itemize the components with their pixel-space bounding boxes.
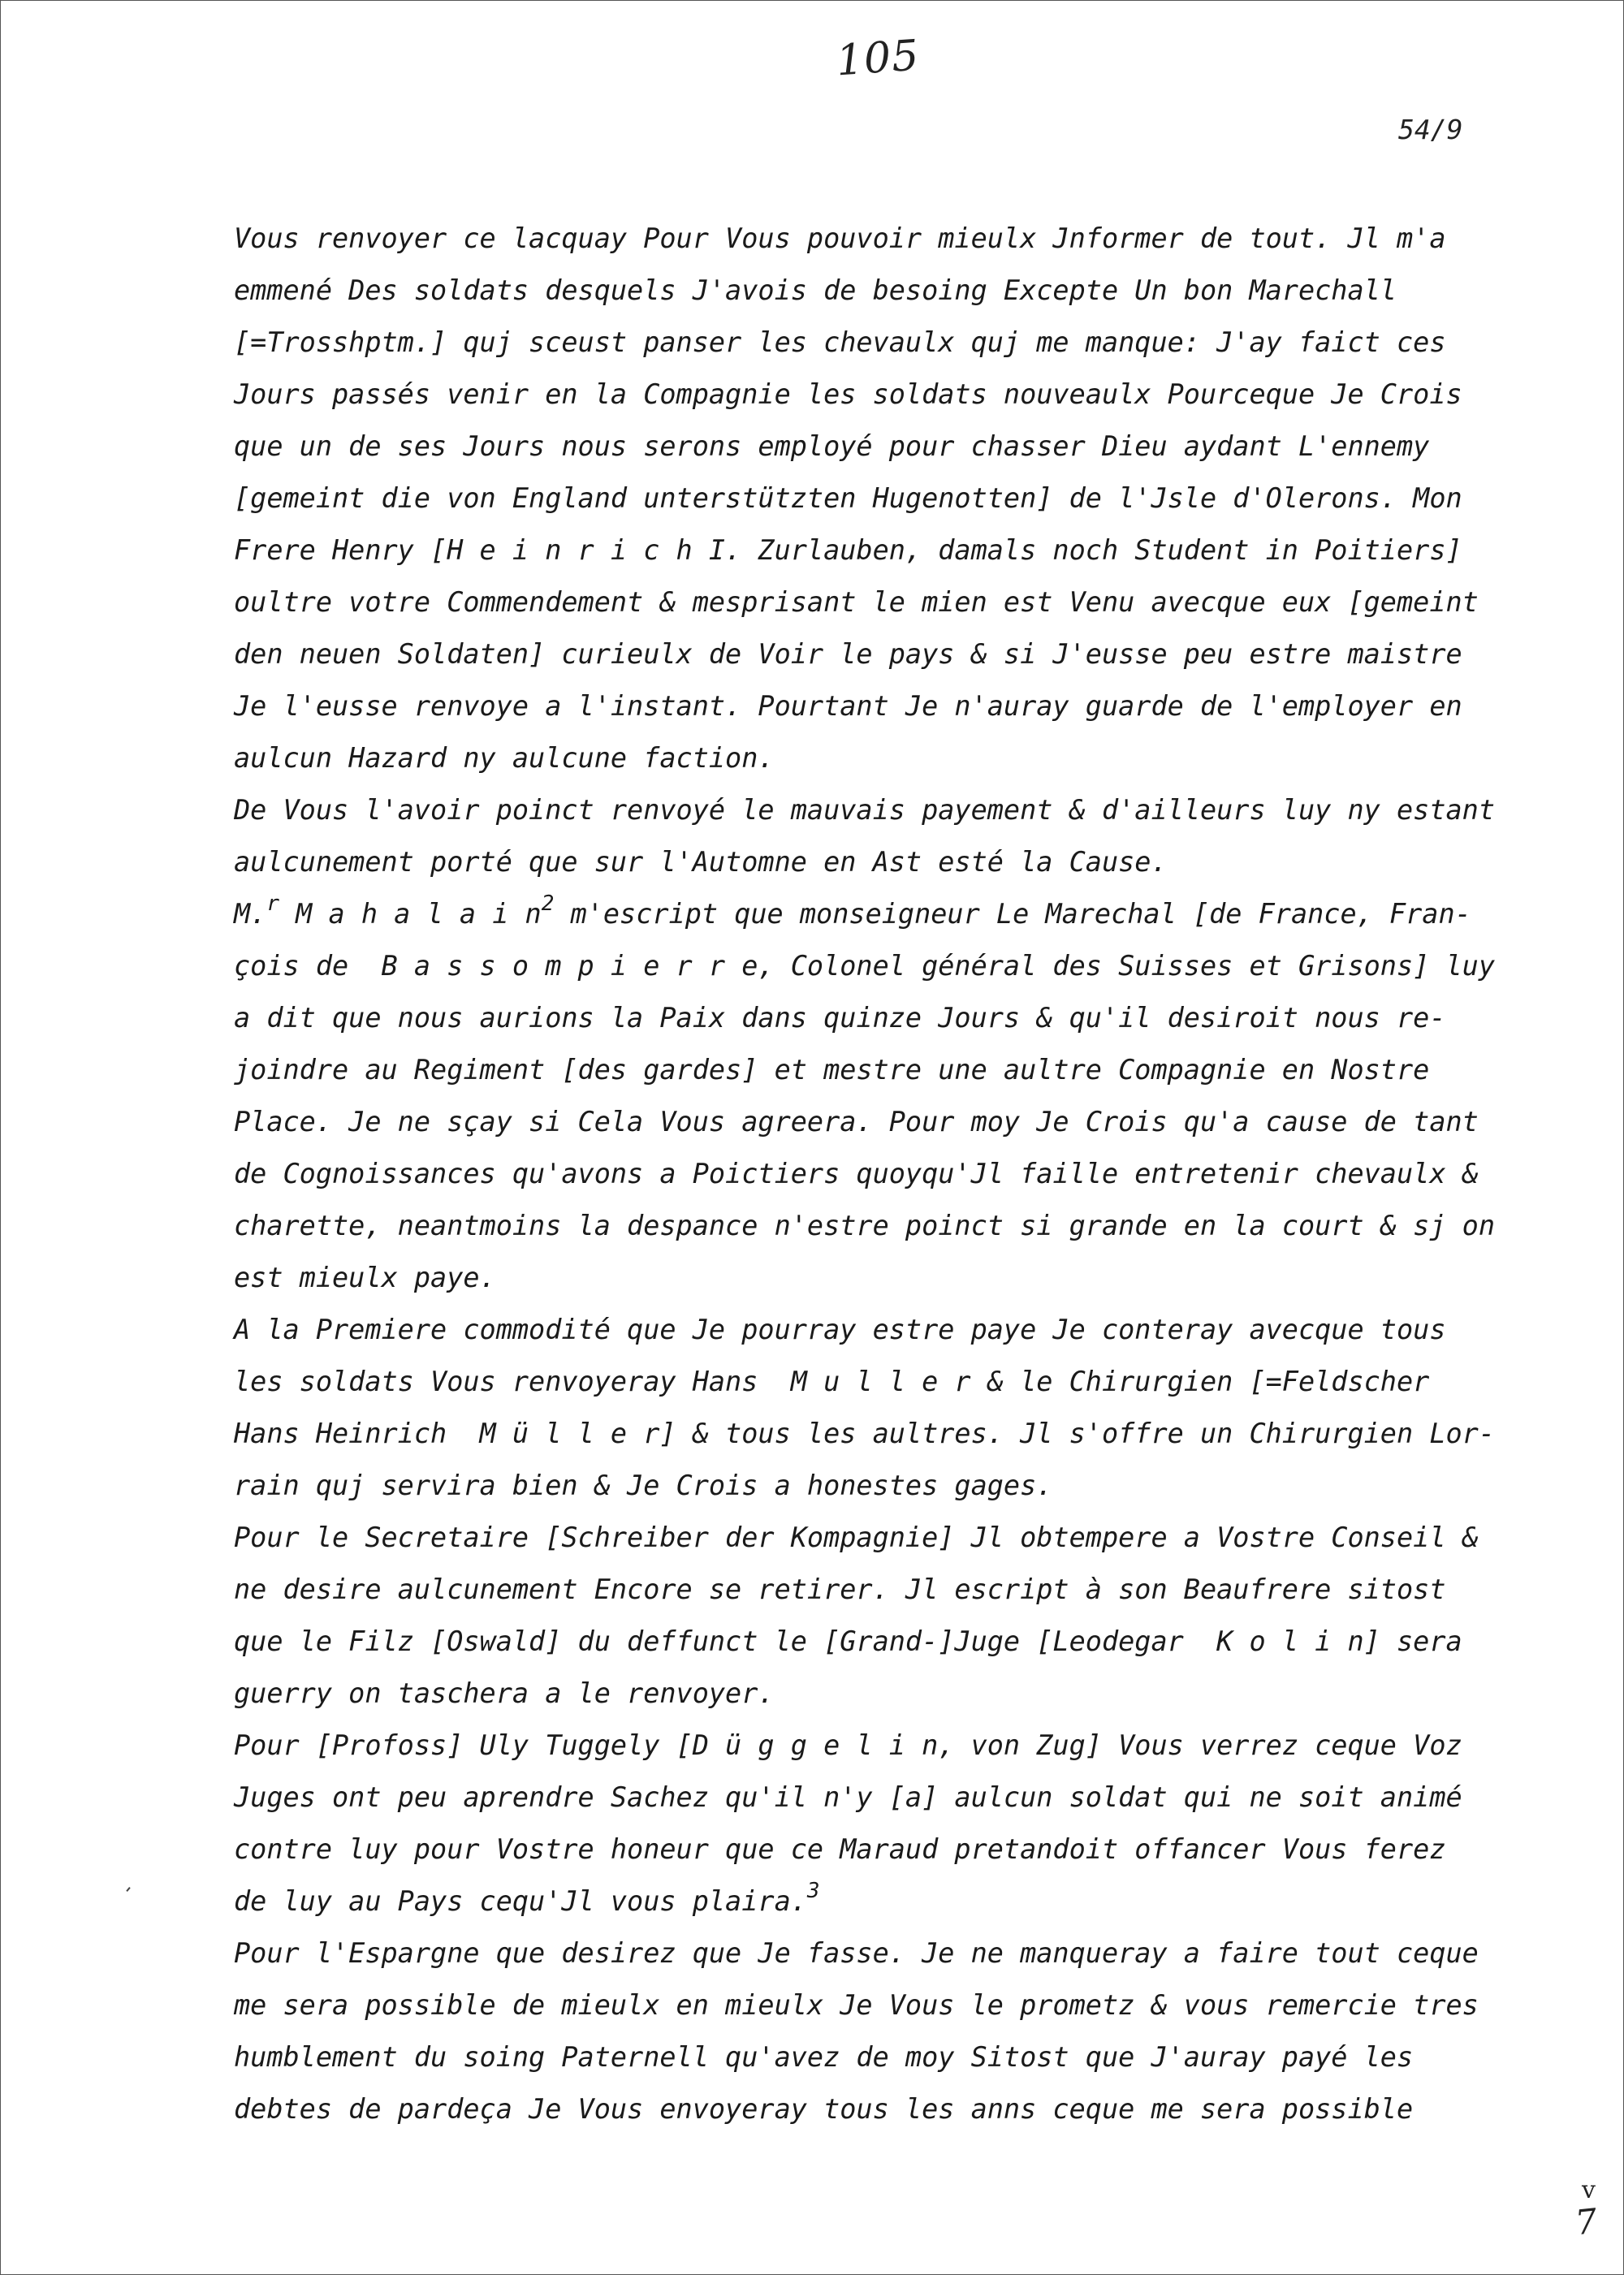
- text-line: de Cognoissances qu'avons a Poictiers quoyqu'Jl faille entretenir chevaulx &: [234, 1158, 1479, 1189]
- text-line: Juges ont peu aprendre Sachez qu'il n'y [a] aulcun soldat qui ne soit animé: [234, 1781, 1462, 1813]
- text-line: est mieulx paye.: [234, 1262, 496, 1293]
- text-line: Vous renvoyer ce lacquay Pour Vous pouvoir mieulx Jnformer de tout. Jl m'a: [234, 222, 1446, 254]
- text-line: joindre au Regiment [des gardes] et mestre une aultre Compagnie en Nostre: [234, 1054, 1430, 1086]
- text-line: que le Filz [Oswald] du deffunct le [Grand-]Juge [Leodegar K o l i n] sera: [234, 1625, 1462, 1657]
- text-line: De Vous l'avoir poinct renvoyé le mauvais payement & d'ailleurs luy ny estant: [234, 794, 1495, 826]
- text-line: charette, neantmoins la despance n'estre poinct si grande en la court & sj on: [234, 1210, 1495, 1241]
- text-line: ne desire aulcunement Encore se retirer. Jl escript à son Beaufrere sitost: [234, 1574, 1446, 1605]
- corner-mark-top: v: [1582, 2176, 1596, 2204]
- paragraph: [234, 1512, 1501, 1720]
- text-line: me sera possible de mieulx en mieulx Je Vous le prometz & vous remercie tres: [234, 1989, 1479, 2021]
- text-line: oultre votre Commendement & mesprisant le mien est Venu avecque eux [gemeint: [234, 586, 1479, 618]
- text-line: Frere Henry [H e i n r i c h I. Zurlauben, damals noch Student in Poitiers]: [234, 534, 1462, 566]
- paragraph: [234, 1927, 1501, 2135]
- paragraph: [234, 213, 1501, 784]
- text-line: Pour l'Espargne que desirez que Je fasse. Je ne manqueray a faire tout ceque: [234, 1937, 1479, 1969]
- text-line: debtes de pardeça Je Vous envoyeray tous les anns ceque me sera possible: [234, 2093, 1414, 2125]
- text-line: guerry on taschera a le renvoyer.: [234, 1677, 775, 1709]
- text-line: Hans Heinrich M ü l l e r] & tous les aultres. Jl s'offre un Chirurgien Lor-: [234, 1418, 1495, 1449]
- text-line: aulcun Hazard ny aulcune faction.: [234, 742, 775, 774]
- text-line: M.$^r$ M a h a l a i $n^2$ m'escript que monseigneur Le Marechal [de France, Fran-: [234, 891, 1471, 930]
- corner-mark-bottom: 7: [1573, 2200, 1600, 2243]
- text-line: çois de B a s s o m p i e r r e, Colonel général des Suisses et Grisons] luy: [234, 950, 1495, 982]
- text-line: Je l'eusse renvoye a l'instant. Pourtant Je n'auray guarde de l'employer en: [234, 690, 1462, 722]
- superscript: 3: [806, 1878, 820, 1903]
- archive-number: 54/9: [1398, 114, 1463, 145]
- text-line: les soldats Vous renvoyeray Hans M u l l e r & le Chirurgien [=Feldscher: [234, 1366, 1430, 1397]
- superscript: r: [266, 891, 279, 916]
- paragraph: [234, 1720, 1501, 1927]
- text-line: que un de ses Jours nous serons employé pour chasser Dieu aydant L'ennemy: [234, 430, 1430, 462]
- superscript: 2: [541, 891, 555, 916]
- text-line: [=Trosshptm.] quj sceust panser les chevaulx quj me manque: J'ay faict ces: [234, 326, 1446, 358]
- paragraph: [234, 888, 1501, 1304]
- paragraph: [234, 784, 1501, 888]
- text-line: de luy au Pays cequ'Jl vous plaira.$^3$: [234, 1878, 820, 1917]
- text-line: [gemeint die von England unterstützten Hugenotten] de l'Jsle d'Olerons. Mon: [234, 482, 1462, 514]
- text-line: humblement du soing Paternell qu'avez de moy Sitost que J'auray payé les: [234, 2041, 1414, 2073]
- text-line: contre luy pour Vostre honeur que ce Maraud pretandoit offancer Vous ferez: [234, 1833, 1446, 1865]
- text-line: Jours passés venir en la Compagnie les soldats nouveaulx Pourceque Je Crois: [234, 378, 1462, 410]
- text-line: den neuen Soldaten] curieulx de Voir le pays & si J'eusse peu estre maistre: [234, 638, 1462, 670]
- text-line: rain quj servira bien & Je Crois a honestes gages.: [234, 1470, 1053, 1501]
- text-line: a dit que nous aurions la Paix dans quinze Jours & qu'il desiroit nous re-: [234, 1002, 1446, 1034]
- text-line: A la Premiere commodité que Je pourray estre paye Je conteray avecque tous: [234, 1314, 1446, 1345]
- folio-number: 105: [835, 31, 922, 86]
- text-line: Pour [Profoss] Uly Tuggely [D ü g g e l i n, von Zug] Vous verrez ceque Voz: [234, 1729, 1462, 1761]
- document-body: [234, 213, 1501, 2135]
- text-line: aulcunement porté que sur l'Automne en Ast esté la Cause.: [234, 846, 1168, 878]
- text-line: Place. Je ne sçay si Cela Vous agreera. Pour moy Je Crois qu'a cause de tant: [234, 1106, 1479, 1138]
- text-line: Pour le Secretaire [Schreiber der Kompagnie] Jl obtempere a Vostre Conseil &: [234, 1522, 1479, 1553]
- paragraph: [234, 1304, 1501, 1512]
- text-line: emmené Des soldats desquels J'avois de besoing Excepte Un bon Marechall: [234, 274, 1397, 306]
